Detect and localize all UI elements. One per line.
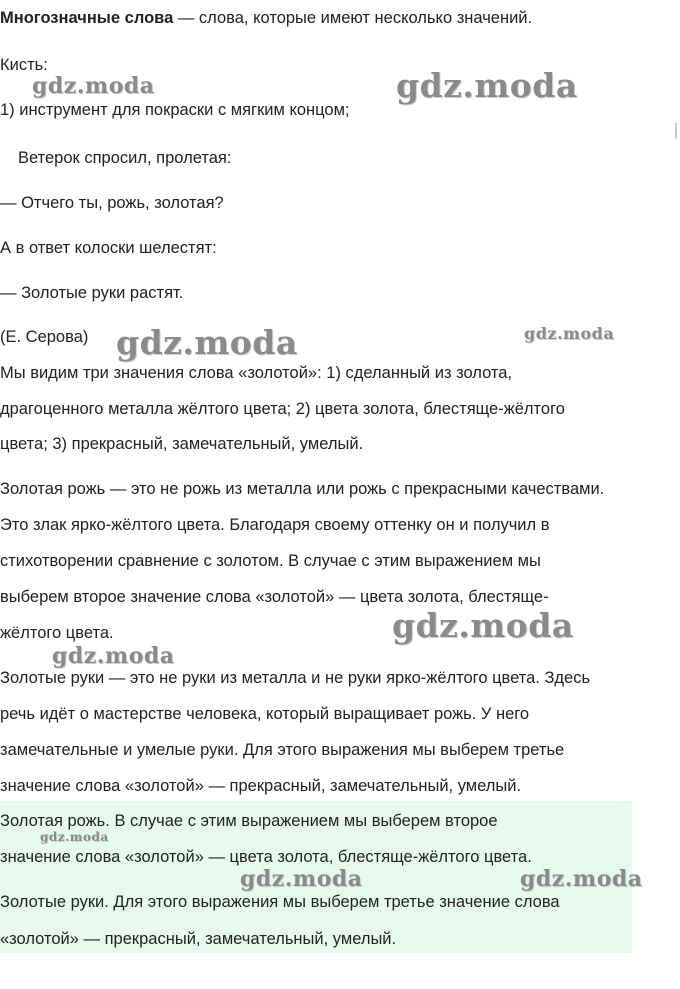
poem-author: (Е. Серова): [0, 328, 89, 346]
definition-line: [0, 8, 532, 28]
watermark: gdz.moda: [524, 324, 615, 343]
poem-line: — Отчего ты, рожь, золотая?: [0, 194, 224, 212]
poem-line: А в ответ колоски шелестят:: [0, 239, 217, 257]
definition-text: — слова, которые имеют несколько значений.: [173, 9, 533, 27]
answer-line: Золотая рожь. В случае с этим выражением мы выберем второе: [0, 812, 498, 830]
watermark: gdz.moda: [396, 66, 578, 105]
paragraph-1-line: цвета; 3) прекрасный, замечательный, умелый.: [0, 435, 364, 453]
paragraph-3-line: Золотые руки — это не руки из металла и не руки ярко-жёлтого цвета. Здесь: [0, 669, 591, 687]
paragraph-2-line: Золотая рожь — это не рожь из металла или рожь с прекрасными качествами.: [0, 480, 605, 498]
paragraph-1-line: драгоценного металла жёлтого цвета; 2) цвета золота, блестяще-жёлтого: [0, 400, 565, 418]
watermark: gdz.moda: [392, 606, 574, 645]
paragraph-2-line: жёлтого цвета.: [0, 624, 114, 642]
paragraph-3-line: замечательные и умелые руки. Для этого выражения мы выберем третье: [0, 741, 565, 759]
meaning-1: 1) инструмент для покраски с мягким концом;: [0, 101, 350, 119]
watermark: gdz.moda: [240, 866, 363, 892]
paragraph-2-line: Это злак ярко-жёлтого цвета. Благодаря своему оттенку он и получил в: [0, 516, 550, 534]
poem-line: Ветерок спросил, пролетая:: [18, 149, 232, 167]
watermark: gdz.moda: [40, 830, 109, 844]
poem-line: — Золотые руки растят.: [0, 284, 184, 302]
answer-line: «золотой» — прекрасный, замечательный, умелый.: [0, 930, 397, 948]
answer-line: Золотые руки. Для этого выражения мы выберем третье значение слова: [0, 893, 560, 911]
watermark: gdz.moda: [520, 866, 643, 892]
paragraph-1-line: Мы видим три значения слова «золотой»: 1) сделанный из золота,: [0, 364, 513, 382]
definition-term: Многозначные слова: [0, 9, 174, 27]
answer-line: значение слова «золотой» — цвета золота, блестяще-жёлтого цвета.: [0, 848, 532, 866]
page-edge-mark: [675, 123, 677, 139]
paragraph-3-line: речь идёт о мастерстве человека, который выращивает рожь. У него: [0, 705, 530, 723]
paragraph-3-line: значение слова «золотой» — прекрасный, замечательный, умелый.: [0, 777, 522, 795]
watermark: gdz.moda: [52, 643, 175, 669]
word-heading: Кисть:: [0, 56, 48, 74]
paragraph-2-line: выберем второе значение слова «золотой» — цвета золота, блестяще-: [0, 588, 549, 606]
watermark: gdz.moda: [116, 323, 298, 362]
watermark: gdz.moda: [32, 73, 155, 99]
paragraph-2-line: стихотворении сравнение с золотом. В случае с этим выражением мы: [0, 552, 541, 570]
